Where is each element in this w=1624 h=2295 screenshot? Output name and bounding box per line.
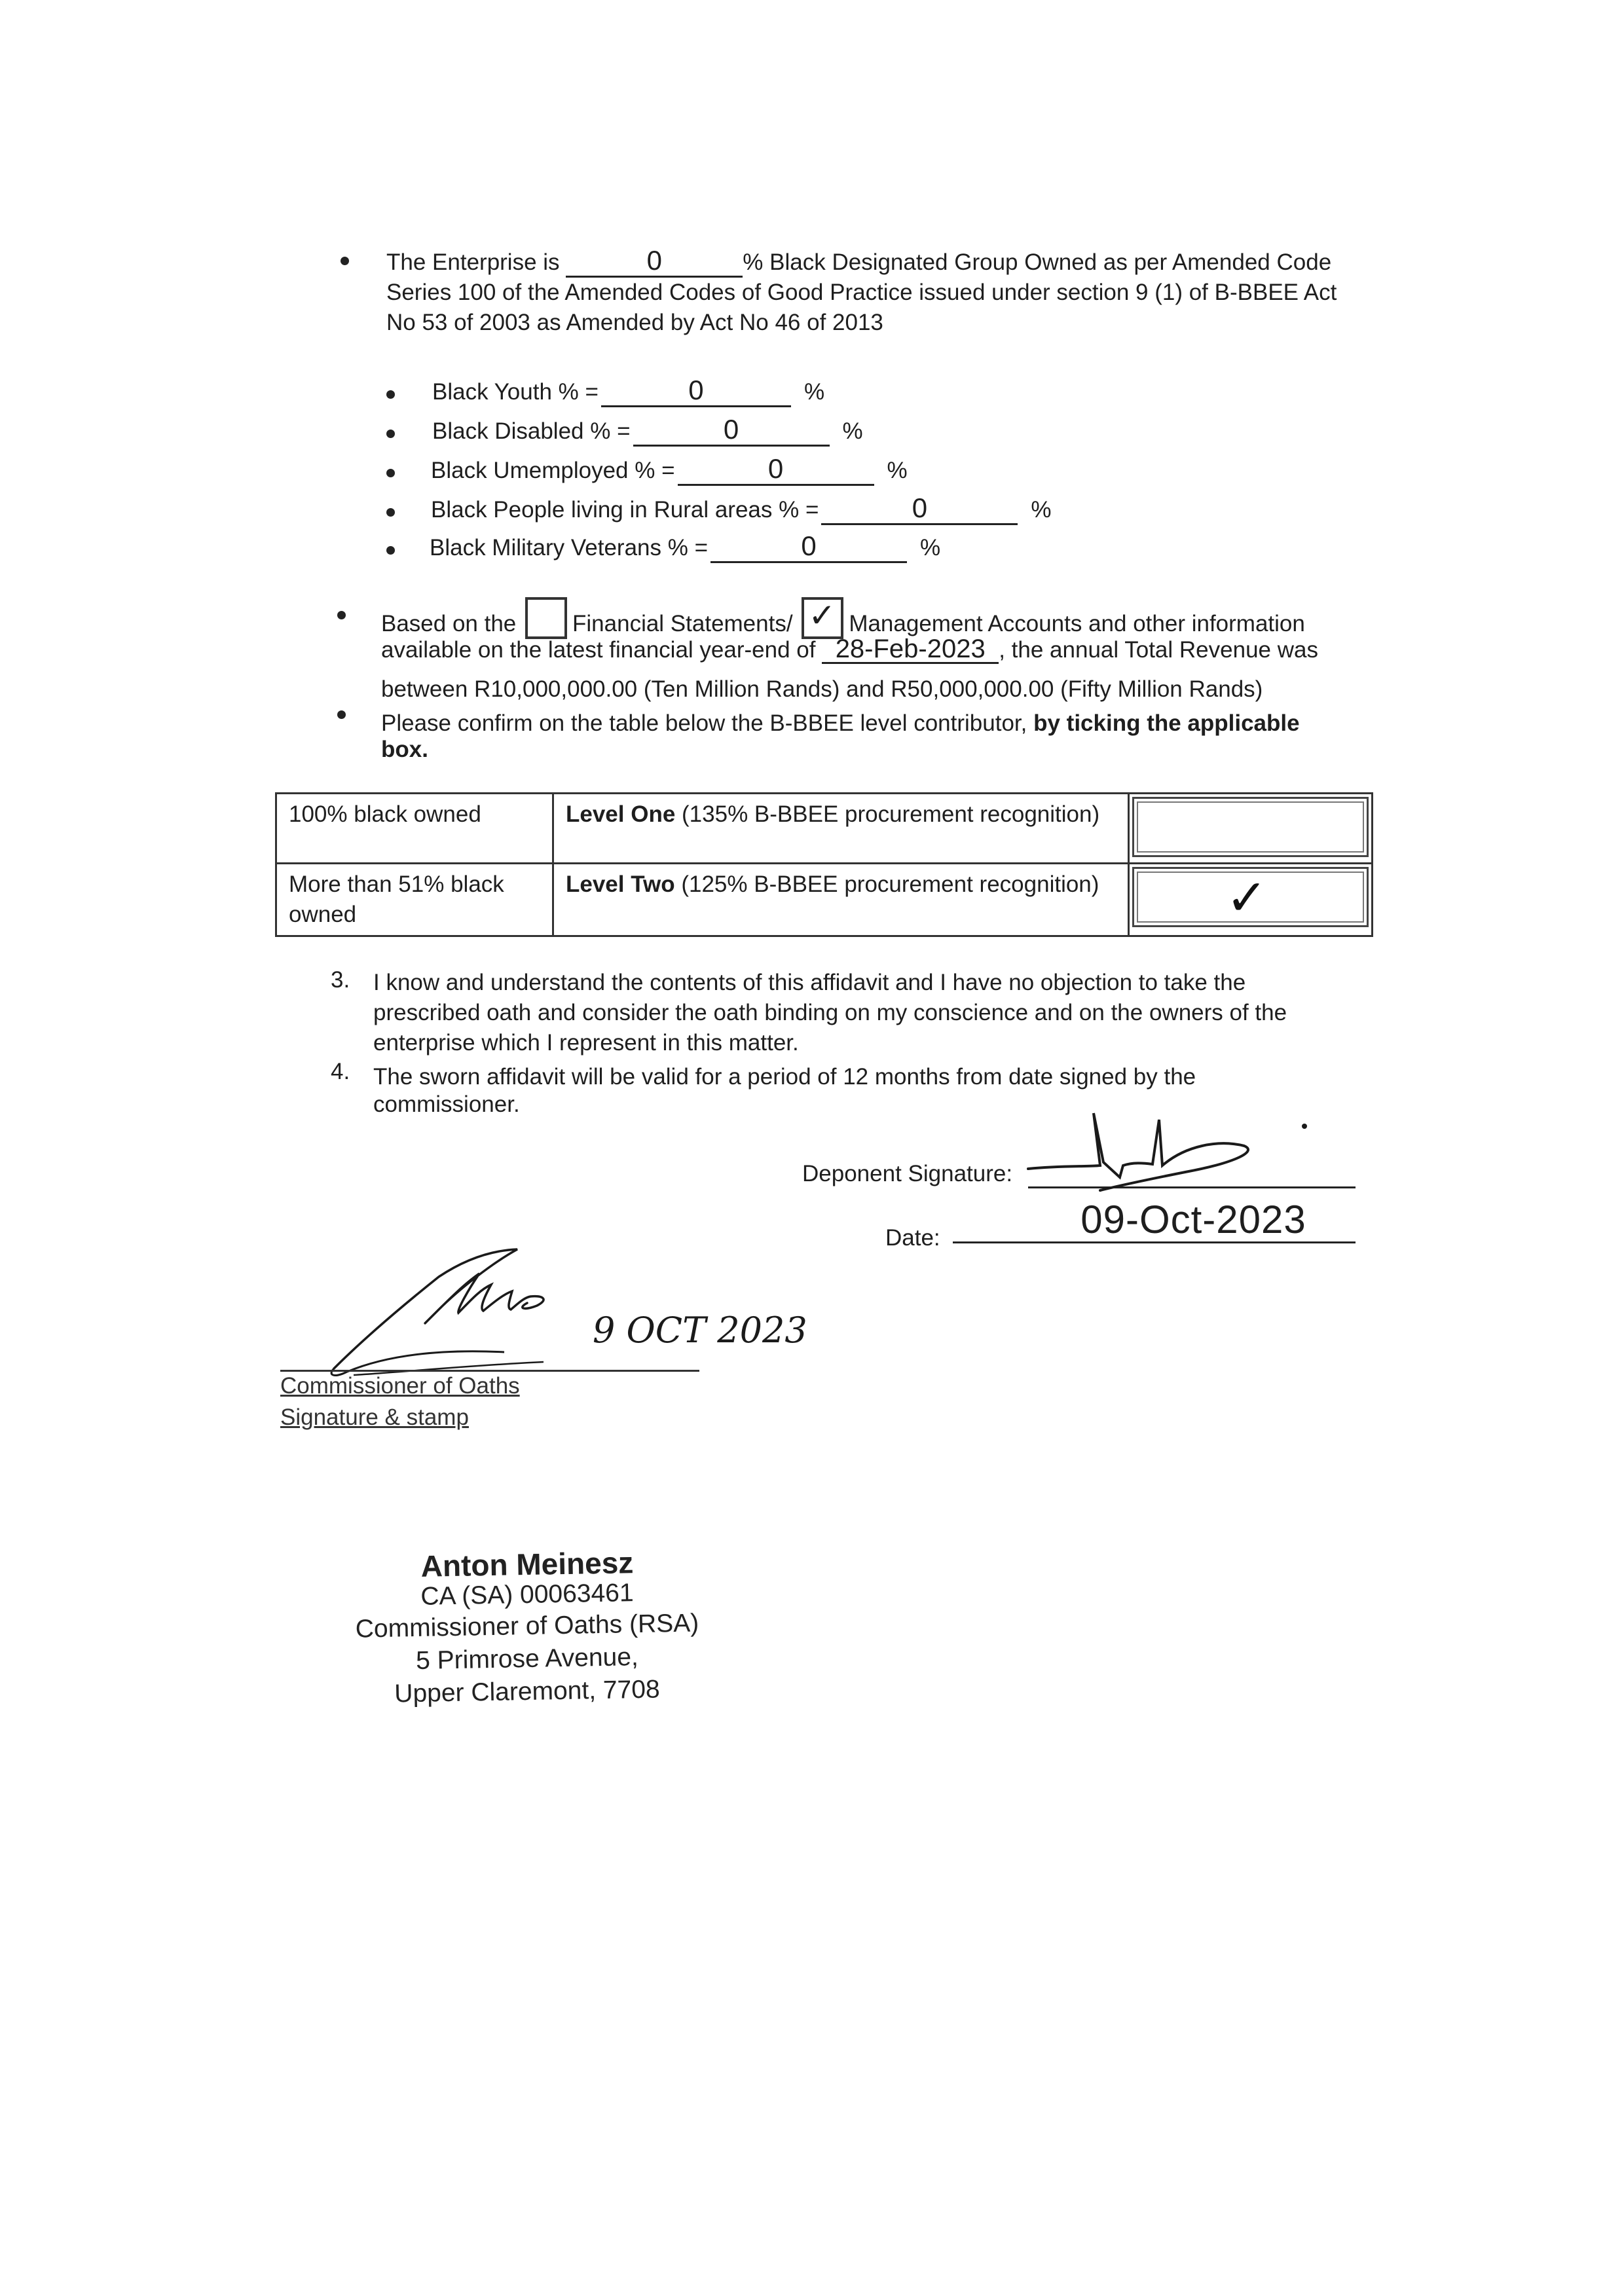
bullet [341, 257, 349, 265]
item-4-line-2: commissioner. [373, 1092, 520, 1117]
enterprise-suffix: % Black Designated Group Owned as per Amended Code [743, 249, 1332, 275]
basis-prefix: Based on the [381, 611, 517, 636]
date-value: 09-Oct-2023 [1080, 1198, 1306, 1241]
subitem-row [431, 492, 1052, 525]
level-recognition: (135% B-BBEE procurement recognition) [682, 801, 1100, 827]
level-table [275, 792, 1373, 937]
level-cell [553, 864, 1129, 936]
basis-line2-prefix: available on the latest financial year-end of [381, 637, 816, 663]
table-row [276, 794, 1373, 864]
basis-line-1 [381, 597, 1305, 639]
basis-line2-suffix: , the annual Total Revenue was [999, 637, 1318, 663]
subitem-label: Black People living in Rural areas % = [431, 497, 819, 523]
enterprise-line-2: Series 100 of the Amended Codes of Good Practice issued under section 9 (1) of B-BBEE Act [386, 280, 1337, 305]
item-4-line-1: The sworn affidavit will be valid for a period of 12 months from date signed by the [373, 1064, 1196, 1090]
subitem-row [432, 377, 824, 407]
bullet [337, 611, 346, 619]
year-end-value: 28-Feb-2023 [835, 634, 986, 663]
stamp-line-4: Upper Claremont, 7708 [394, 1675, 661, 1708]
bullet [337, 710, 346, 719]
stamp-line-1: CA (SA) 00063461 [420, 1579, 634, 1611]
stamp-line-2: Commissioner of Oaths (RSA) [355, 1609, 699, 1643]
enterprise-line-3: No 53 of 2003 as Amended by Act No 46 of 2013 [386, 310, 883, 335]
confirm-line-2 [381, 735, 428, 765]
tick-cell[interactable] [1129, 794, 1373, 864]
subitem-value-field[interactable] [821, 492, 1018, 525]
commissioner-sublabel: Signature & stamp [280, 1405, 469, 1430]
subitem-row [430, 530, 941, 563]
level-one-tickbox[interactable] [1132, 797, 1369, 857]
subitem-row [431, 453, 908, 486]
subitem-value-field[interactable] [678, 453, 874, 486]
enterprise-percent: 0 [646, 245, 662, 276]
bullet [386, 430, 395, 438]
date-field[interactable] [953, 1198, 1356, 1243]
confirm-line-1 [381, 708, 1300, 739]
item-4-number: 4. [331, 1059, 350, 1084]
management-accounts-checkbox[interactable] [802, 597, 843, 639]
confirm-text: Please confirm on the table below the B-BBEE level contributor, [381, 710, 1027, 736]
subitem-value: 0 [912, 492, 928, 523]
basis-line-2 [381, 635, 1318, 665]
ownership-cell: More than 51% black owned [276, 864, 553, 936]
subitem-row [432, 416, 863, 447]
stamp-line-3: 5 Primrose Avenue, [415, 1643, 639, 1675]
level-recognition: (125% B-BBEE procurement recognition) [681, 872, 1099, 897]
item-3-line-1: I know and understand the contents of this affidavit and I have no objection to take the [373, 970, 1246, 995]
level-two-tickbox[interactable] [1132, 867, 1369, 927]
financial-statements-checkbox[interactable] [525, 597, 567, 639]
basis-line-3: between R10,000,000.00 (Ten Million Rands) and R50,000,000.00 (Fifty Million Rands) [381, 676, 1263, 702]
bullet [386, 508, 395, 517]
table-row [276, 864, 1373, 936]
confirm-bold-2: box. [381, 737, 428, 762]
year-end-field[interactable] [822, 636, 999, 664]
subitem-unit: % [887, 458, 908, 483]
subitem-value-field[interactable] [601, 377, 791, 407]
tick-cell[interactable] [1129, 864, 1373, 936]
check-icon: ✓ [808, 597, 836, 634]
subitem-label: Black Disabled % = [432, 418, 631, 444]
subitem-label: Black Umemployed % = [431, 458, 675, 483]
subitem-value: 0 [767, 453, 784, 484]
commissioner-label: Commissioner of Oaths [280, 1373, 520, 1399]
date-label: Date: [885, 1225, 940, 1251]
enterprise-prefix: The Enterprise is [386, 249, 560, 275]
ownership-cell: 100% black owned [276, 794, 553, 864]
item-3-line-2: prescribed oath and consider the oath binding on my conscience and on the owners of the [373, 1000, 1287, 1025]
financial-statements-label: Financial Statements/ [572, 611, 793, 636]
item-3-number: 3. [331, 967, 350, 993]
subitem-value: 0 [688, 375, 704, 405]
subitem-unit: % [920, 535, 941, 560]
confirm-bold: by ticking the applicable [1033, 710, 1300, 736]
subitem-unit: % [842, 418, 863, 444]
subitem-value: 0 [801, 530, 817, 561]
commissioner-handwritten-date: 9 OCT 2023 [593, 1310, 807, 1351]
subitem-value: 0 [723, 414, 739, 445]
deponent-signature-label: Deponent Signature: [802, 1161, 1013, 1186]
bullet [386, 469, 395, 477]
bullet [386, 390, 395, 399]
level-cell [553, 794, 1129, 864]
level-name: Level Two [566, 872, 675, 897]
subitem-unit: % [1031, 497, 1052, 523]
subitem-value-field[interactable] [710, 530, 907, 563]
level-name: Level One [566, 801, 676, 827]
subitem-label: Black Youth % = [432, 379, 599, 405]
bullet [386, 546, 395, 555]
subitem-label: Black Military Veterans % = [430, 535, 709, 560]
subitem-value-field[interactable] [633, 416, 830, 447]
enterprise-line-1 [386, 245, 1332, 278]
check-icon: ✓ [1226, 868, 1268, 927]
stamp-name: Anton Meinesz [420, 1545, 634, 1583]
deponent-signature-image [1022, 1100, 1323, 1198]
subitem-unit: % [803, 379, 825, 405]
item-3-line-3: enterprise which I represent in this matter. [373, 1030, 799, 1056]
management-accounts-label: Management Accounts and other information [849, 611, 1305, 636]
enterprise-percent-field[interactable] [566, 245, 743, 278]
